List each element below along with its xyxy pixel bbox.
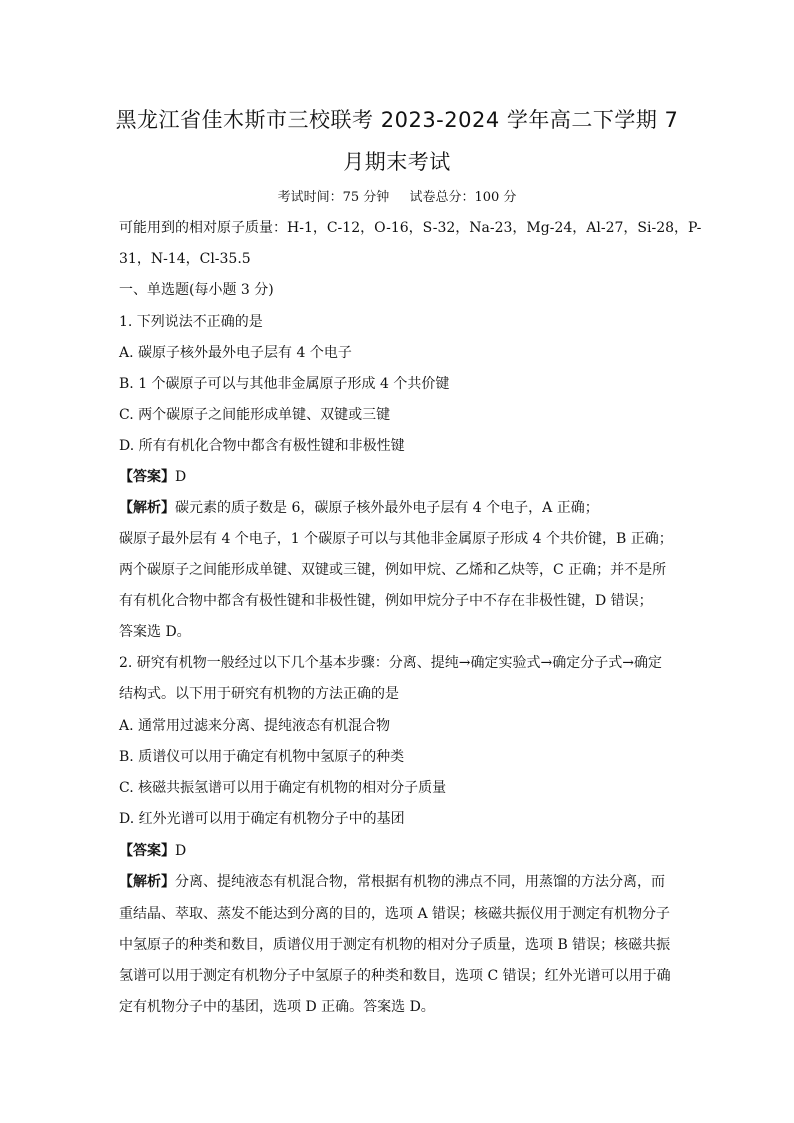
analysis-label: 【解析】 — [119, 500, 175, 516]
question-2-analysis-line-5: 定有机物分子中的基团，选项 D 正确。答案选 D。 — [119, 999, 435, 1015]
question-2-stem-line-2: 结构式。以下用于研究有机物的方法正确的是 — [119, 686, 399, 702]
title-line-2: 月期末考试 — [343, 150, 451, 174]
question-1-analysis-line-3: 两个碳原子之间能形成单键、双键或三键，例如甲烷、乙烯和乙炔等，C 正确；并不是所 — [119, 562, 667, 578]
exam-meta — [100, 186, 694, 205]
question-1-option-b: B. 1 个碳原子可以与其他非金属原子形成 4 个共价键 — [119, 376, 450, 392]
atomic-masses-line-1: 可能用到的相对原子质量：H-1，C-12，O-16，S-32，Na-23，Mg-24，Al-27，Si-28，P- — [119, 220, 702, 236]
question-2-analysis-line-3: 中氢原子的种类和数目，质谱仪用于测定有机物的相对分子质量，选项 B 错误；核磁共振 — [119, 937, 671, 953]
question-1-analysis-line-5: 答案选 D。 — [119, 624, 191, 640]
question-1-option-a: A. 碳原子核外最外电子层有 4 个电子 — [119, 345, 352, 361]
question-1-analysis-line-1 — [119, 497, 679, 519]
question-1-answer — [119, 466, 679, 488]
answer-label: 【答案】 — [119, 843, 175, 859]
question-2-analysis-line-4: 氢谱可以用于测定有机物分子中氢原子的种类和数目，选项 C 错误；红外光谱可以用于确 — [119, 968, 671, 984]
question-1-option-c: C. 两个碳原子之间能形成单键、双键或三键 — [119, 407, 391, 423]
answer-value: D — [175, 843, 187, 859]
question-1-stem: 1. 下列说法不正确的是 — [119, 314, 263, 330]
question-2-answer — [119, 840, 679, 862]
title-line-1: 黑龙江省佳木斯市三校联考 2023-2024 学年高二下学期 7 — [115, 108, 679, 132]
question-1-analysis-line-2: 碳原子最外层有 4 个电子，1 个碳原子可以与其他非金属原子形成 4 个共价键，B 正确； — [119, 531, 673, 547]
answer-value: D — [175, 469, 187, 485]
analysis-text: 分离、提纯液态有机混合物，常根据有机物的沸点不同，用蒸馏的方法分离，而 — [175, 874, 665, 890]
question-2-analysis-line-1 — [119, 871, 679, 893]
question-2-option-c: C. 核磁共振氢谱可以用于确定有机物的相对分子质量 — [119, 780, 447, 796]
question-2-stem-line-1: 2. 研究有机物一般经过以下几个基本步骤：分离、提纯→确定实验式→确定分子式→确定 — [119, 655, 662, 671]
question-1-option-d: D. 所有有机化合物中都含有极性键和非极性键 — [119, 438, 405, 454]
atomic-masses-line-2: 31，N-14，Cl-35.5 — [119, 251, 251, 267]
total-score: 试卷总分：100 分 — [409, 190, 517, 205]
question-2-option-d: D. 红外光谱可以用于确定有机物分子中的基团 — [119, 811, 405, 827]
question-2-option-a: A. 通常用过滤来分离、提纯液态有机混合物 — [119, 718, 391, 734]
answer-label: 【答案】 — [119, 469, 175, 485]
question-2-option-b: B. 质谱仪可以用于确定有机物中氢原子的种类 — [119, 749, 405, 765]
exam-time: 考试时间：75 分钟 — [277, 190, 390, 205]
analysis-label: 【解析】 — [119, 874, 175, 890]
question-1-analysis-line-4: 有有机化合物中都含有极性键和非极性键，例如甲烷分子中不存在非极性键，D 错误； — [119, 593, 653, 609]
question-2-analysis-line-2: 重结晶、萃取、蒸发不能达到分离的目的，选项 A 错误；核磁共振仪用于测定有机物分子 — [119, 906, 671, 922]
section-heading: 一、单选题(每小题 3 分) — [119, 282, 274, 298]
analysis-text: 碳元素的质子数是 6，碳原子核外最外电子层有 4 个电子，A 正确； — [175, 500, 599, 516]
